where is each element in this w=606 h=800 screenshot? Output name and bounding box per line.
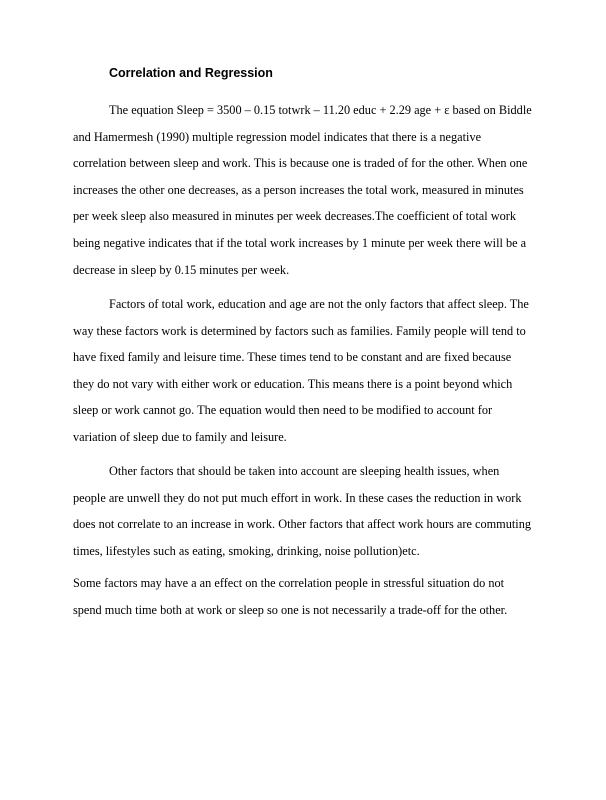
paragraph-line: spend much time both at work or sleep so one is not necessarily a trade-off for the other. (73, 602, 508, 617)
paragraph-line: people are unwell they do not put much effort in work. In these cases the reduction in work (73, 490, 522, 505)
paragraph-line: sleep or work cannot go. The equation would then need to be modified to account for (73, 403, 493, 418)
paragraph-3 (73, 458, 543, 564)
paragraph-line: per week sleep also measured in minutes per week decreases.The coefficient of total work (73, 209, 516, 224)
paragraph-line: decrease in sleep by 0.15 minutes per week. (73, 262, 290, 277)
paragraph-line: Some factors may have a an effect on the correlation people in stressful situation do not (73, 576, 505, 590)
paragraph-line: and Hamermesh (1990) multiple regression model indicates that there is a negative (73, 129, 482, 144)
paragraph-1 (73, 97, 543, 283)
paragraph-line: Factors of total work, education and age are not the only factors that affect sleep. The (109, 297, 529, 311)
paragraph-line: have fixed family and leisure time. These times tend to be constant and are fixed because (73, 350, 512, 365)
paragraph-line: does not correlate to an increase in work. Other factors that affect work hours are commuting (73, 517, 532, 532)
paragraph-line: increases the other one decreases, as a person increases the total work, measured in minutes (73, 182, 524, 197)
paragraph-line: being negative indicates that if the total work increases by 1 minute per week there will be a (73, 235, 527, 250)
paragraph-line: variation of sleep due to family and leisure. (73, 429, 287, 444)
paragraph-4 (73, 570, 543, 623)
section-heading: Correlation and Regression (109, 66, 273, 80)
paragraph-line: Other factors that should be taken into account are sleeping health issues, when (109, 464, 500, 478)
paragraph-line: correlation between sleep and work. This is because one is traded of for the other. When one (73, 156, 528, 171)
paragraph-line: way these factors work is determined by factors such as families. Family people will tend to (73, 323, 526, 338)
paragraph-line: The equation Sleep = 3500 – 0.15 totwrk – 11.20 educ + 2.29 age + ε based on Biddle (109, 103, 532, 117)
paragraph-line: they do not vary with either work or education. This means there is a point beyond which (73, 376, 513, 391)
paragraph-2 (73, 291, 543, 451)
paragraph-line: times, lifestyles such as eating, smoking, drinking, noise pollution)etc. (73, 543, 420, 558)
